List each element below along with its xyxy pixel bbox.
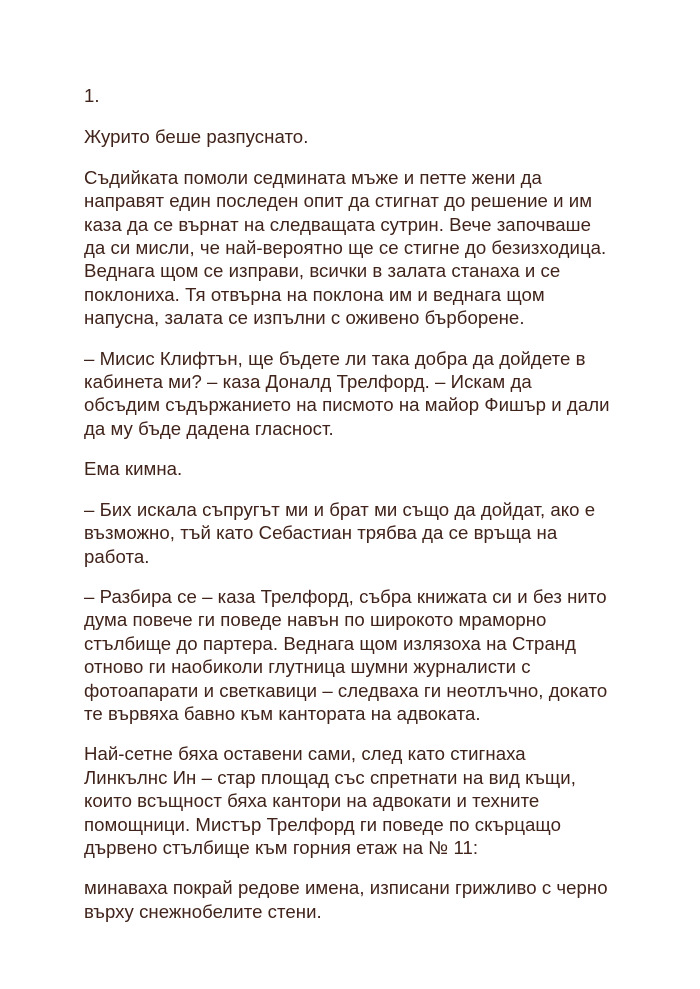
- text-line: минаваха покрай редове имена, изписани грижливо с черно: [84, 877, 608, 899]
- text-line: Веднага щом се изправи, всички в залата станаха и се: [84, 260, 561, 282]
- text-line: – Мисис Клифтън, ще бъдете ли така добра да дойдете в: [84, 347, 586, 369]
- text-line: напусна, залата се изпълни с оживено бърборене.: [84, 307, 525, 329]
- paragraph-2: [84, 166, 674, 330]
- paragraph-7: [84, 742, 674, 859]
- paragraph-6: [84, 585, 674, 725]
- text-line: работа.: [84, 545, 150, 567]
- paragraph-5: [84, 498, 674, 568]
- text-line: дървено стълбище към горния етаж на № 11:: [84, 836, 479, 858]
- chapter-number: 1.: [84, 85, 100, 106]
- paragraph-3: [84, 347, 674, 441]
- text-line: отново ги наобиколи глутница шумни журналисти с: [84, 656, 531, 678]
- text-line: Съдийката помоли седмината мъже и петте жени да: [84, 166, 542, 188]
- paragraph-4: [84, 457, 674, 480]
- text-line: Най-сетне бяха оставени сами, след като стигнаха: [84, 743, 526, 765]
- text-line: помощници. Мистър Трелфорд ги поведе по скърцащо: [84, 813, 561, 835]
- text-line: направят един последен опит да стигнат до решение и им: [84, 190, 593, 212]
- text-line: стълбище до партера. Веднага щом излязоха на Странд: [84, 632, 577, 654]
- text-line: които всъщност бяха кантори на адвокати и техните: [84, 790, 540, 812]
- text-line: каза да се върнат на следващата сутрин. Вече започваше: [84, 213, 592, 235]
- text-line: поклониха. Тя отвърна на поклона им и веднага щом: [84, 283, 545, 305]
- text-line: фотоапарати и светкавици – следваха ги неотлъчно, докато: [84, 679, 608, 701]
- paragraph-1: [84, 125, 674, 148]
- text-line: да си мисли, че най-вероятно ще се стигне до безизходица.: [84, 237, 607, 259]
- text-line: те вървяха бавно към кантората на адвоката.: [84, 702, 481, 724]
- text-line: – Разбира се – каза Трелфорд, събра книжата си и без нито: [84, 585, 607, 607]
- text-line: върху снежнобелите стени.: [84, 900, 322, 922]
- text-line: Линкълнс Ин – стар площад със спретнати на вид къщи,: [84, 766, 576, 788]
- text-line: Ема кимна.: [84, 458, 183, 480]
- text-line: дума повече ги поведе навън по широкото мраморно: [84, 609, 547, 631]
- text-line: да му бъде дадена гласност.: [84, 417, 334, 439]
- document-body: [84, 84, 674, 940]
- text-line: Журито беше разпуснато.: [84, 126, 309, 148]
- text-line: възможно, тъй като Себастиан трябва да се връща на: [84, 522, 558, 544]
- text-line: обсъдим съдържанието на писмото на майор Фишър и дали: [84, 394, 610, 416]
- text-line: кабинета ми? – каза Доналд Трелфорд. – Искам да: [84, 371, 532, 393]
- text-line: – Бих искала съпругът ми и брат ми също да дойдат, ако е: [84, 498, 596, 520]
- paragraph-8: [84, 876, 674, 923]
